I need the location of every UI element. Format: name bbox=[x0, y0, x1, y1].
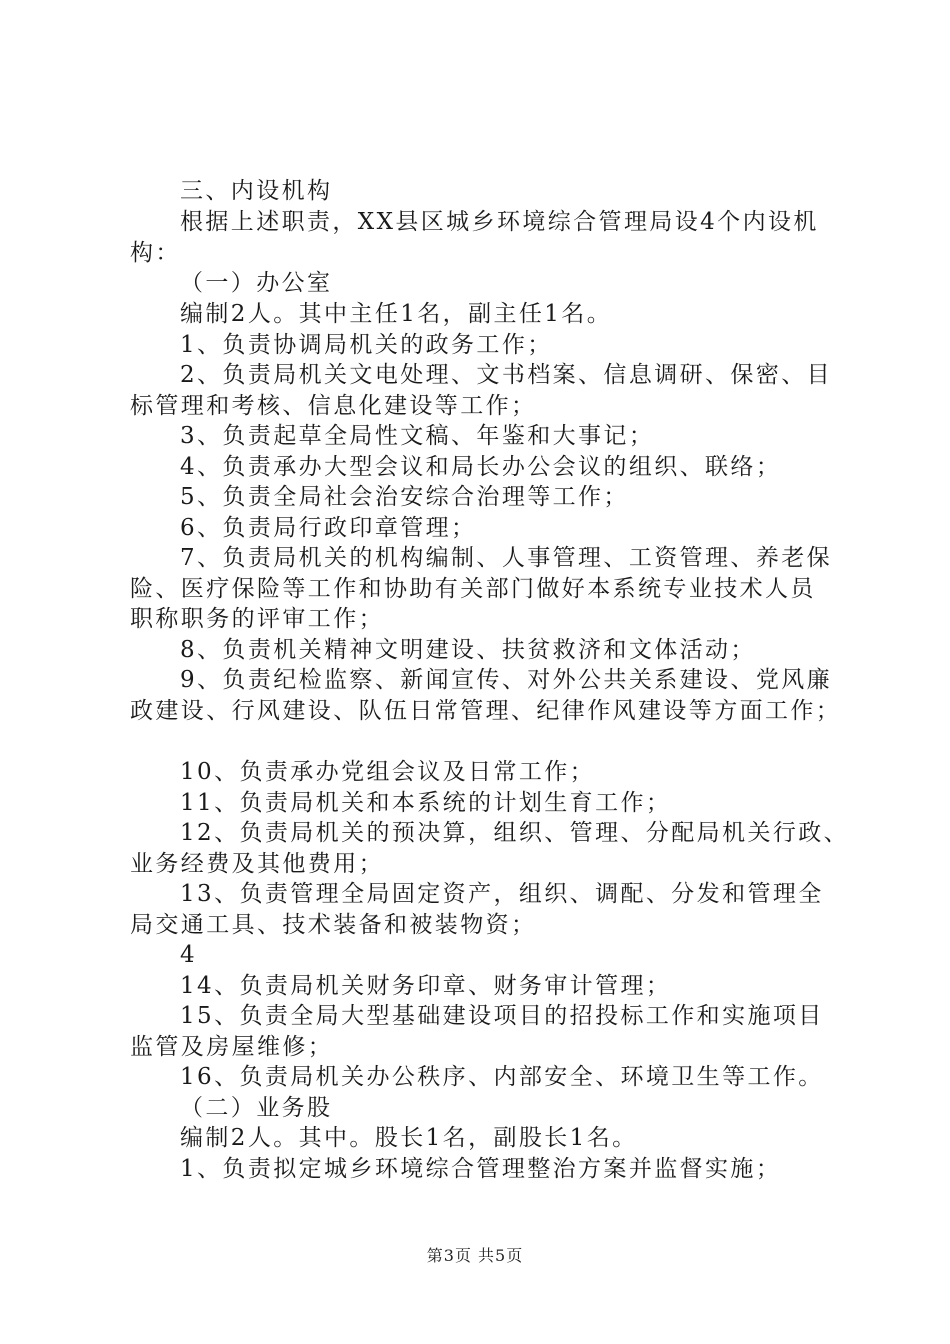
list-item: 12、负责局机关的预决算，组织、管理、分配局机关行政、 bbox=[180, 820, 850, 846]
list-item: 11、负责局机关和本系统的计划生育工作； bbox=[180, 790, 672, 816]
page-footer: 第3页 共5页 bbox=[426, 1246, 524, 1265]
list-item-continuation: 监管及房屋维修； bbox=[130, 1034, 334, 1060]
subsection-heading: （二）业务股 bbox=[180, 1095, 333, 1121]
paragraph-line: 编制2人。其中主任1名，副主任1名。 bbox=[180, 301, 613, 327]
list-item: 15、负责全局大型基础建设项目的招投标工作和实施项目 bbox=[180, 1003, 824, 1029]
list-item: 1、负责拟定城乡环境综合管理整治方案并监督实施； bbox=[180, 1156, 782, 1182]
list-item: 16、负责局机关办公秩序、内部安全、环境卫生等工作。 bbox=[180, 1064, 824, 1090]
list-item-continuation: 业务经费及其他费用； bbox=[130, 851, 384, 877]
list-item: 7、负责局机关的机构编制、人事管理、工资管理、养老保 bbox=[180, 545, 833, 571]
list-item: 6、负责局行政印章管理； bbox=[180, 515, 477, 541]
list-item: 5、负责全局社会治安综合治理等工作； bbox=[180, 484, 629, 510]
paragraph-line: 构： bbox=[130, 240, 181, 266]
list-item: 1、负责协调局机关的政务工作； bbox=[180, 332, 553, 358]
list-item: 8、负责机关精神文明建设、扶贫救济和文体活动； bbox=[180, 637, 756, 663]
paragraph-line: 根据上述职责，XX县区城乡环境综合管理局设4个内设机 bbox=[180, 209, 819, 235]
list-item: 3、负责起草全局性文稿、年鉴和大事记； bbox=[180, 423, 655, 449]
list-item-continuation: 职称职务的评审工作； bbox=[130, 606, 384, 632]
list-item: 14、负责局机关财务印章、财务审计管理； bbox=[180, 973, 672, 999]
list-item: 9、负责纪检监察、新闻宣传、对外公共关系建设、党风廉 bbox=[180, 667, 833, 693]
subsection-heading: （一）办公室 bbox=[180, 270, 333, 296]
list-item: 10、负责承办党组会议及日常工作； bbox=[180, 759, 596, 785]
paragraph-line: 编制2人。其中。股长1名，副股长1名。 bbox=[180, 1125, 638, 1151]
list-item-continuation: 政建设、行风建设、队伍日常管理、纪律作风建设等方面工作； bbox=[130, 698, 842, 724]
list-item-continuation: 局交通工具、技术装备和被装物资； bbox=[130, 912, 537, 938]
list-item-continuation: 险、医疗保险等工作和协助有关部门做好本系统专业技术人员 bbox=[130, 576, 816, 602]
list-item: 2、负责局机关文电处理、文书档案、信息调研、保密、目 bbox=[180, 362, 833, 388]
list-item: 13、负责管理全局固定资产，组织、调配、分发和管理全 bbox=[180, 881, 824, 907]
section-heading: 三、内设机构 bbox=[180, 178, 333, 204]
list-item-continuation: 标管理和考核、信息化建设等工作； bbox=[130, 393, 537, 419]
stray-page-number: 4 bbox=[180, 942, 198, 968]
list-item: 4、负责承办大型会议和局长办公会议的组织、联络； bbox=[180, 454, 782, 480]
